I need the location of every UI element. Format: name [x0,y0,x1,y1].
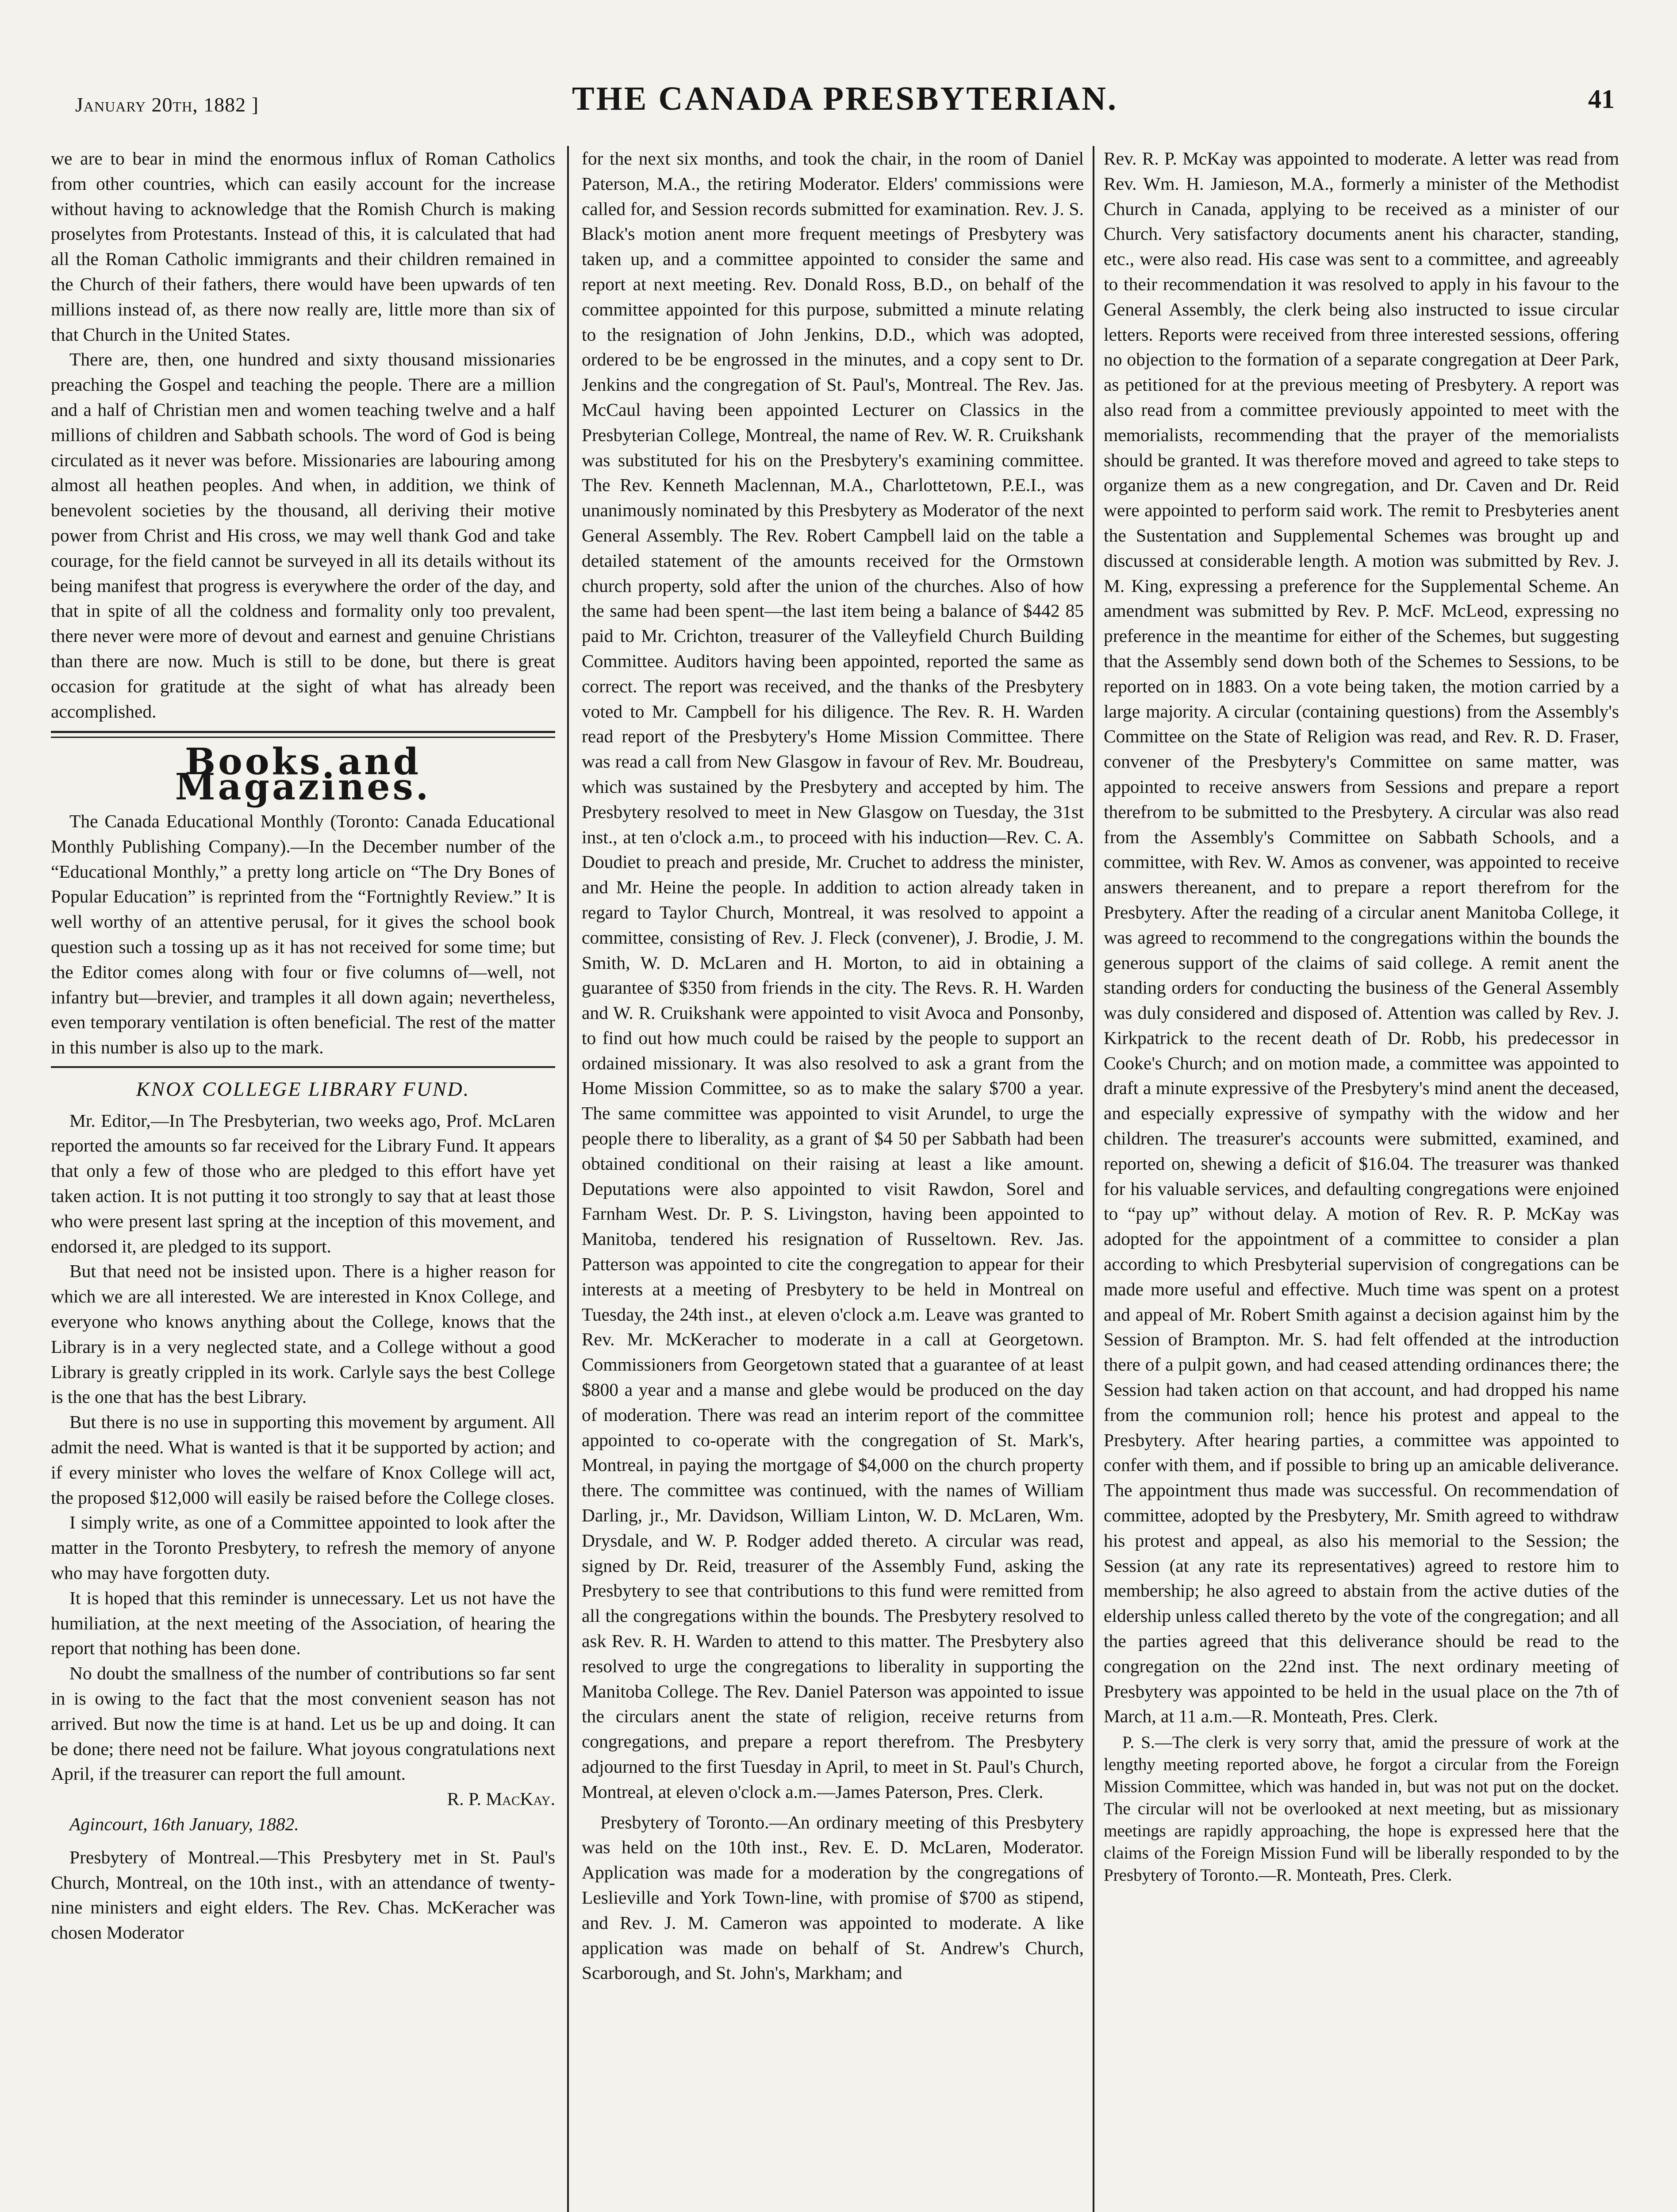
article-paragraph: There are, then, one hundred and sixty thousand missionaries preaching the Gospel and teaching the people. There are a million and a half of Christian men and women teaching twelve and a half millions of children and Sabbath schools. The word of God is being circulated as it never was before. Missionaries are labouring among almost all heathen peoples. And when, in addition, we think of benevolent societies by the thousand, all deriving their motive power from Christ and His cross, we may well thank God and take courage, for the field cannot be surveyed in all its details without its being manifest that progress is everywhere the order of the day, and that in spite of all the coldness and formality only too prevalent, there never were more of devout and earnest and genuine Christians than there are now. Much is still to be done, but there is great occasion for gratitude at the sight of what has already been accomplished. [51,349,555,722]
book-review-paragraph: The Canada Educational Monthly (Toronto: Canada Educational Monthly Publishing Company).—In the December number of the “Educational Monthly,” a pretty long article on “The Dry Bones of Popular Education” is reprinted from the “Fortnightly Review.” It is well worthy of an attentive perusal, for it gives the school book question such a tossing up as it has not received for some time; but the Editor comes along with four or five columns of—well, not infantry but—brevier, and tramples it all down again; nevertheless, even temporary ventilation is often beneficial. The rest of the matter in this number is also up to the mark. [51,810,555,1058]
books-magazines-heading: Books and Magazines. [175,741,431,809]
presbytery-montreal-paragraph: Presbytery of Montreal.—This Presbytery met in St. Paul's Church, Montreal, on the 10th inst., with an attendance of twenty-nine ministers and eight elders. The Rev. Chas. McKeracher was chosen Moderator [51,1847,555,1943]
column-right [1104,146,1619,2212]
letter-paragraph: I simply write, as one of a Committee appointed to look after the matter in the Toronto Presbytery, to refresh the memory of anyone who may have forgotten duty. [51,1512,555,1583]
knox-fund-heading: KNOX COLLEGE LIBRARY FUND. [136,1077,470,1100]
letter-paragraph: Mr. Editor,—In The Presbyterian, two weeks ago, Prof. McLaren reported the amounts so far received for the Library Fund. It appears that only a few of those who are pledged to this effort have yet taken action. It is not putting it too strongly to say that at least those who were present last spring at the inception of this movement, and endorsed it, are pledged to its support. [51,1110,555,1256]
page-number: 41 [1588,84,1615,114]
masthead [75,80,1615,124]
presbytery-toronto-continued: Rev. R. P. McKay was appointed to moderate. A letter was read from Rev. Wm. H. Jamieson, M.A., formerly a minister of the Methodist Church in Canada, applying to be received as a minister of our Church. Very satisfactory documents anent his character, standing, etc., were also read. His case was sent to a committee, and agreeably to their recommendation it was resolved to apply in his favour to the General Assembly, the clerk being also instructed to issue circular letters. Reports were received from three interested sessions, offering no objection to the formation of a separate congregation at Deer Park, as petitioned for at the previous meeting of Presbytery. A report was also read from a committee previously appointed to meet with the memorialists, recommending that the prayer of the memorialists should be granted. It was therefore moved and agreed to take steps to organize them as a new congregation, and Dr. Caven and Dr. Reid were appointed to perform said work. The remit to Presbyteries anent the Sustentation and Supplemental Schemes was brought up and discussed at considerable length. A motion was submitted by Rev. J. M. King, expressing a preference for the Supplemental Scheme. An amendment was submitted by Rev. P. McF. McLeod, expressing no preference in the meantime for either of the Schemes, but suggesting that the Assembly send down both of the Schemes to Sessions, to be reported on in 1883. On a vote being taken, the motion carried by a large majority. A circular (containing questions) from the Assembly's Committee on the State of Religion was read, and Rev. R. D. Fraser, convener of the Presbytery's Committee on same matter, was appointed to receive answers from Sessions and prepare a report therefrom to be submitted to the Presbytery. A circular was also read from the Assembly's Committee on Sabbath Schools, and a committee, with Rev. W. Amos as convener, was appointed to receive answers thereanent, and to prepare a report therefrom for the Presbytery. After the reading of a circular anent Manitoba College, it was agreed to recommend to the congregations within the bounds the generous support of the claims of said college. A remit anent the standing orders for conducting the business of the General Assembly was duly considered and disposed of. Attention was called by Rev. J. Kirkpatrick to the recent death of Dr. Robb, his predecessor in Cooke's Church; and on motion made, a committee was appointed to draft a minute expressive of the Presbytery's mind anent the deceased, and especially expressive of sympathy with the widow and her children. The treasurer's accounts were submitted, examined, and reported on, shewing a deficit of $16.04. The treasurer was thanked for his valuable services, and defaulting congregations were enjoined to “pay up” without delay. A motion of Rev. R. P. McKay was adopted for the appointment of a committee to consider a plan according to which Presbyterial supervision of congregations can be made more useful and effective. Much time was spent on a protest and appeal of Mr. Robert Smith against a decision against him by the Session of Brampton. Mr. S. had felt offended at the introduction there of a pulpit gown, and had ceased attending ordinances there; the Session had taken action on that account, and had dropped his name from the communion roll; hence his protest and appeal to the Presbytery. After hearing parties, a committee was appointed to confer with them, and if possible to bring up an amicable deliverance. The appointment thus made was successful. On recommendation of committee, adopted by the Presbytery, Mr. Smith agreed to withdraw his protest and appeal, as also his memorial to the Session; the Session (at any rate its representatives) agreed to restore him to membership; he also agreed to abstain from the active duties of the eldership unless called thereto by the vote of the congregation; and all the parties agreed that this deliverance should be read to the congregation on the 22nd inst. The next ordinary meeting of Presbytery was appointed to be held in the usual place on the 7th of March, at 11 a.m.—R. Monteath, Pres. Clerk. [1104,148,1619,1727]
column-middle [582,146,1084,2212]
newspaper-title: THE CANADA PRESBYTERIAN. [572,80,1118,117]
column-left [51,146,555,2212]
letter-paragraph: No doubt the smallness of the number of contributions so far sent in is owing to the fact that the most convenient season has not arrived. But now the time is at hand. Let us be up and doing. It can be done; there need not be failure. What joyous congratulations next April, if the treasurer can report the full amount. [51,1663,555,1784]
section-divider [51,1066,555,1068]
letter-paragraph: But that need not be insisted upon. There is a higher reason for which we are all interested. We are interested in Knox College, and everyone who knows anything about the College, knows that the Library is in a very neglected state, and a College without a good Library is greatly crippled in its work. Carlyle says the best College is the one that has the best Library. [51,1261,555,1407]
issue-date: January 20th, 1882 ] [75,93,259,116]
section-divider [51,731,555,738]
presbytery-montreal-continued: for the next six months, and took the chair, in the room of Daniel Paterson, M.A., the retiring Moderator. Elders' commissions were called for, and Session records submitted for examination. Rev. J. S. Black's motion anent more frequent meetings of Presbytery was taken up, and a committee appointed to consider the same and report at next meeting. Rev. Donald Ross, B.D., on behalf of the committee appointed for this purpose, submitted a minute relating to the resignation of John Jenkins, D.D., which was adopted, ordered to be be engrossed in the minutes, and a copy sent to Dr. Jenkins and the congregation of St. Paul's, Montreal. The Rev. Jas. McCaul having been appointed Lecturer on Classics in the Presbyterian College, Montreal, the name of Rev. W. R. Cruikshank was substituted for his on the Presbytery's examining committee. The Rev. Kenneth Maclennan, M.A., Charlottetown, P.E.I., was unanimously nominated by this Presbytery as Moderator of the next General Assembly. The Rev. Robert Campbell laid on the table a detailed statement of the amounts received for the Ormstown church property, sold after the union of the churches. Also of how the same had been spent—the last item being a balance of $442 85 paid to Mr. Crichton, treasurer of the Valleyfield Church Building Committee. Auditors having been appointed, reported the same as correct. The report was received, and the thanks of the Presbytery voted to Mr. Campbell for his diligence. The Rev. R. H. Warden read report of the Presbytery's Home Mission Committee. There was read a call from New Glasgow in favour of Rev. Mr. Boudreau, which was sustained by the Presbytery and accepted by him. The Presbytery resolved to meet in New Glasgow on Tuesday, the 31st inst., at ten o'clock a.m., to proceed with his induction—Rev. C. A. Doudiet to preach and preside, Mr. Cruchet to address the minister, and Mr. Heine the people. In addition to action already taken in regard to Taylor Church, Montreal, it was resolved to appoint a committee, consisting of Rev. J. Fleck (convener), J. Brodie, J. M. Smith, W. D. McLaren and H. Morton, to aid in obtaining a guarantee of $350 from friends in the city. The Revs. R. H. Warden and W. R. Cruikshank were appointed to visit Avoca and Ponsonby, to find out how much could be raised by the people to support an ordained missionary. It was also resolved to ask a grant from the Home Mission Committee, so as to make the salary $700 a year. The same committee was appointed to visit Arundel, to urge the people there to liberality, as a grant of $4 50 per Sabbath had been obtained conditional on their raising at least a like amount. Deputations were also appointed to visit Rawdon, Sorel and Farnham West. Dr. P. S. Livingston, having been appointed to Manitoba, tendered his resignation of Russeltown. Rev. Jas. Patterson was appointed to cite the congregation to appear for their interests at a meeting of Presbytery to be held in Montreal on Tuesday, the 24th inst., at eleven o'clock a.m. Leave was granted to Rev. Mr. McKeracher to moderate in a call at Georgetown. Commissioners from Georgetown stated that a guarantee of at least $800 a year and a manse and glebe would be produced on the day of moderation. There was read an interim report of the committee appointed to co-operate with the congregation of St. Mark's, Montreal, in paying the mortgage of $4,000 on the church property there. The committee was continued, with the names of William Darling, jr., Mr. Davidson, William Linton, W. D. McLaren, Wm. Drysdale, and W. P. Rodger added thereto. A circular was read, signed by Dr. Reid, treasurer of the Assembly Fund, asking the Presbytery to see that contributions to this fund were remitted from all the congregations within the bounds. The Presbytery resolved to ask Rev. R. H. Warden to attend to this matter. The Presbytery also resolved to urge the congregations to liberality in supporting the Manitoba College. The Rev. Daniel Paterson was appointed to issue the circulars anent the state of religion, receive returns from congregations, and prepare a report therefrom. The Presbytery adjourned to the first Tuesday in April, to meet in St. Paul's Church, Montreal, at eleven o'clock a.m.—James Paterson, Pres. Clerk. [582,148,1084,1802]
postscript-paragraph: P. S.—The clerk is very sorry that, amid the pressure of work at the lengthy meeting reported above, he forgot a circular from the Foreign Mission Committee, which was handed in, but was not put on the docket. The circular will not be overlooked at next meeting, but as missionary meetings are rapidly approaching, the hope is expressed here that the claims of the Foreign Mission Fund will be liberally responded to by the Presbytery of Toronto.—R. Monteath, Pres. Clerk. [1104,1733,1619,1885]
letter-dateline: Agincourt, 16th January, 1882. [69,1814,299,1834]
article-paragraph: we are to bear in mind the enormous influx of Roman Catholics from other countries, which can easily account for the increase without having to acknowledge that the Romish Church is making proselytes from Protestants. Instead of this, it is calculated that had all the Roman Catholic immigrants and their children remained in the Church of their fathers, there would have been upwards of ten millions instead of, as there now really are, little more than six of that Church in the United States. [51,148,555,345]
column-divider [1093,146,1094,2212]
letter-paragraph: It is hoped that this reminder is unnecessary. Let us not have the humiliation, at the next meeting of the Association, of hearing the report that nothing has been done. [51,1587,555,1659]
letter-signature: R. P. MacKay. [447,1789,555,1809]
letter-paragraph: But there is no use in supporting this movement by argument. All admit the need. What is wanted is that it be supported by action; and if every minister who loves the welfare of Knox College will act, the proposed $12,000 will easily be raised before the College closes. [51,1412,555,1508]
column-divider [567,146,569,2212]
presbytery-toronto-paragraph: Presbytery of Toronto.—An ordinary meeting of this Presbytery was held on the 10th inst., Rev. E. D. McLaren, Moderator. Application was made for a moderation by the congregations of Leslieville and York Town-line, with promise of $700 as stipend, and Rev. J. M. Cameron was appointed to moderate. A like application was made on behalf of St. Andrew's Church, Scarborough, and St. John's, Markham; and [582,1812,1084,1983]
